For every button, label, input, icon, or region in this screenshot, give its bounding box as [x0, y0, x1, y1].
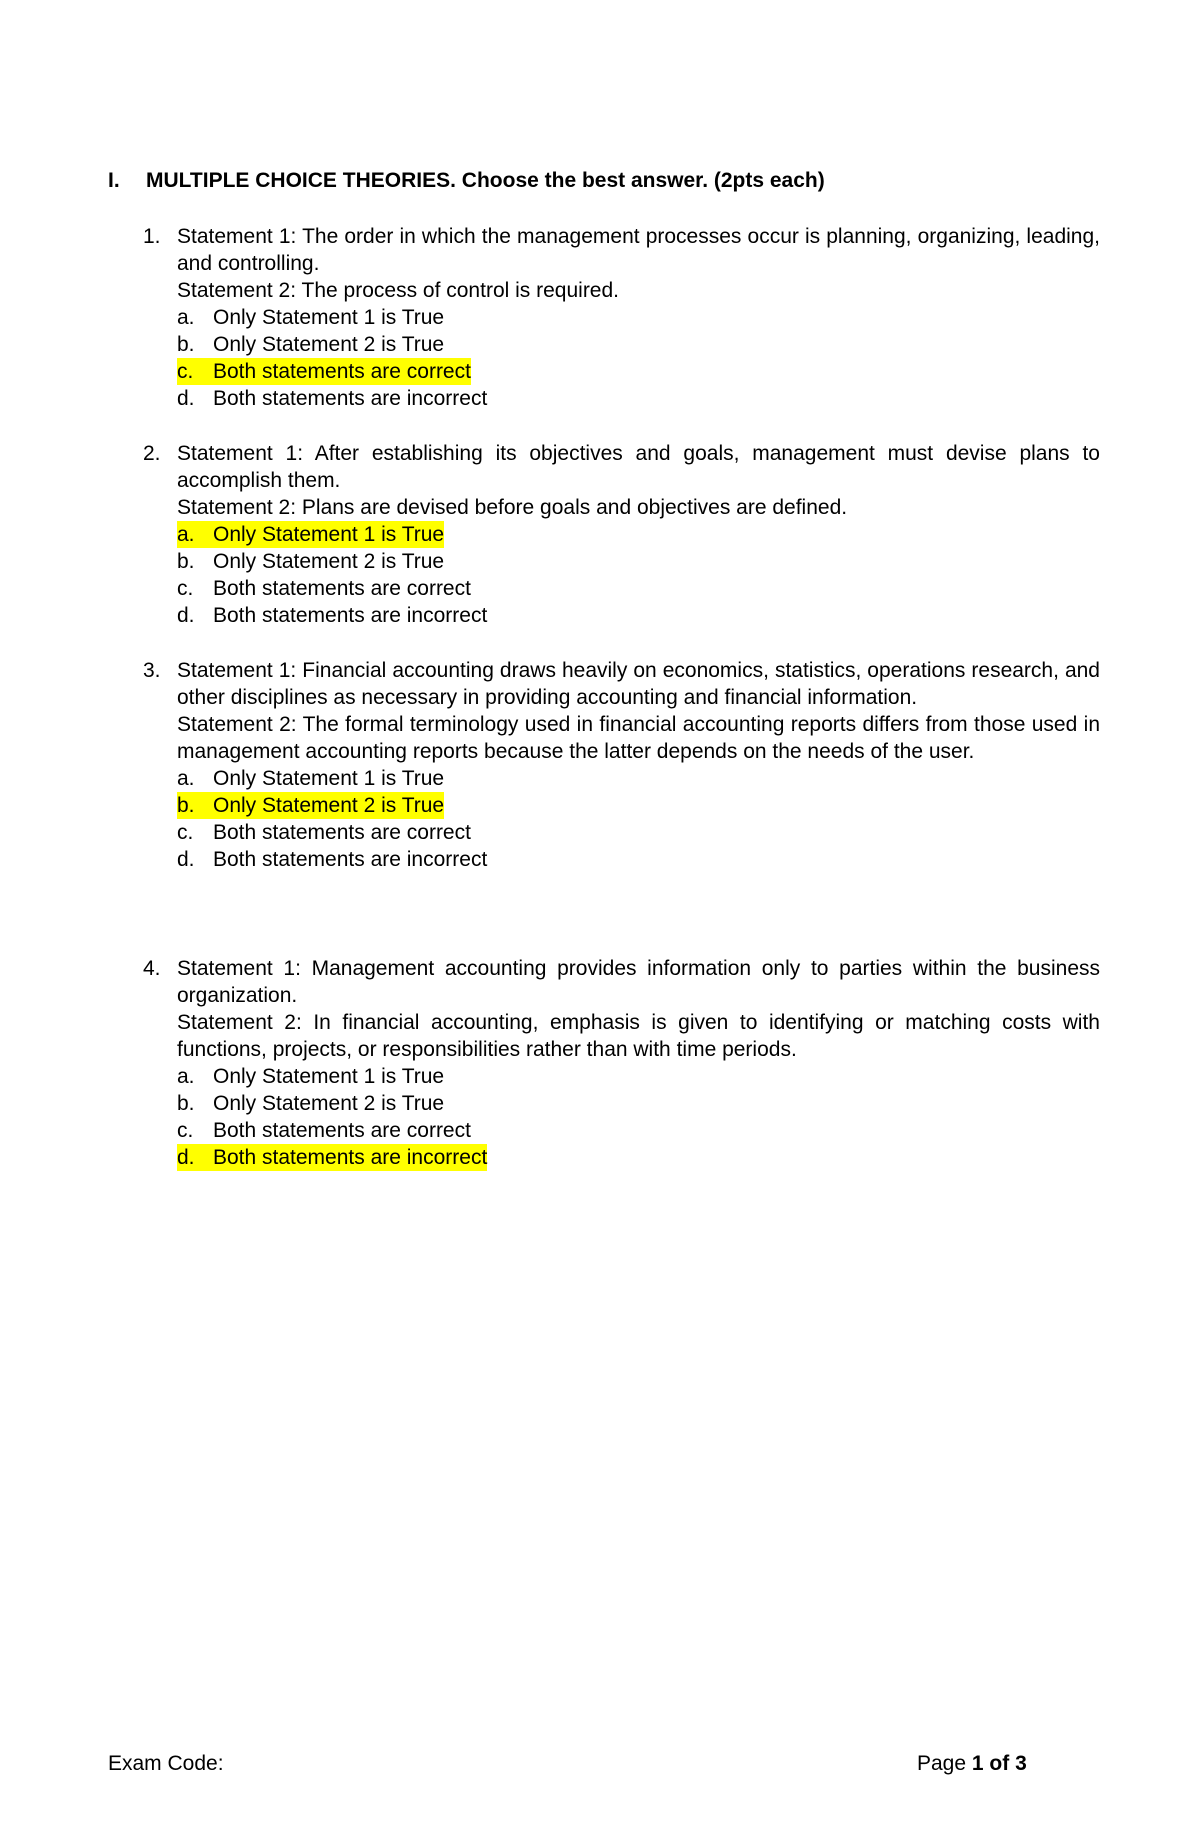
statement-1: Statement 1: After establishing its objectives and goals, management must devise plans to accomplish them. [177, 442, 1100, 492]
choice-b[interactable] [177, 792, 1100, 819]
choice-text: Both statements are correct [213, 1119, 471, 1142]
choice-letter: b. [177, 333, 195, 356]
question-number: 4. [143, 957, 161, 980]
choice-letter: d. [177, 1146, 195, 1169]
section-heading [108, 167, 825, 194]
choice-a[interactable] [177, 765, 1100, 792]
section-numeral: I. [108, 169, 120, 192]
choice-b[interactable] [177, 331, 1100, 358]
choice-letter: a. [177, 523, 195, 546]
choice-d[interactable] [177, 385, 1100, 412]
section-title: MULTIPLE CHOICE THEORIES. Choose the best answer. (2pts each) [146, 169, 825, 192]
choice-letter: c. [177, 577, 194, 600]
page-of: of [989, 1752, 1010, 1775]
question-4 [143, 955, 1100, 1171]
choice-letter: b. [177, 550, 195, 573]
question-3 [143, 657, 1100, 873]
choice-b[interactable] [177, 548, 1100, 575]
statement-2: Statement 2: In financial accounting, emphasis is given to identifying or matching costs with functions, projects, or responsibilities rather than with time periods. [177, 1011, 1100, 1061]
choice-text: Only Statement 1 is True [213, 306, 445, 329]
choice-letter: d. [177, 848, 195, 871]
choice-d[interactable] [177, 1144, 1100, 1171]
choice-letter: a. [177, 306, 195, 329]
choice-text: Both statements are incorrect [213, 387, 488, 410]
choice-text: Only Statement 1 is True [213, 523, 445, 546]
choice-list [177, 521, 1100, 629]
question-number: 1. [143, 225, 161, 248]
statement-2: Statement 2: Plans are devised before goals and objectives are defined. [177, 496, 848, 519]
exam-code-label: Exam Code: [108, 1752, 224, 1775]
choice-text: Both statements are correct [213, 821, 471, 844]
question-1 [143, 223, 1100, 412]
choice-text: Both statements are incorrect [213, 1146, 488, 1169]
choice-a[interactable] [177, 1063, 1100, 1090]
choice-text: Only Statement 2 is True [213, 550, 445, 573]
choice-letter: a. [177, 1065, 195, 1088]
choice-text: Both statements are correct [213, 360, 471, 383]
choice-b[interactable] [177, 1090, 1100, 1117]
choice-text: Only Statement 1 is True [213, 767, 445, 790]
choice-letter: b. [177, 1092, 195, 1115]
page-word: Page [917, 1752, 967, 1775]
choice-d[interactable] [177, 602, 1100, 629]
question-number: 3. [143, 659, 161, 682]
choice-c[interactable] [177, 575, 1100, 602]
choice-a[interactable] [177, 521, 1100, 548]
choice-c[interactable] [177, 1117, 1100, 1144]
choice-text: Only Statement 1 is True [213, 1065, 445, 1088]
page-number [917, 1750, 1027, 1777]
page-current: 1 [971, 1752, 984, 1775]
choice-d[interactable] [177, 846, 1100, 873]
choice-a[interactable] [177, 304, 1100, 331]
statement-2: Statement 2: The process of control is required. [177, 279, 620, 302]
choice-letter: a. [177, 767, 195, 790]
choice-letter: d. [177, 387, 195, 410]
question-number: 2. [143, 442, 161, 465]
statement-1: Statement 1: The order in which the management processes occur is planning, organizing, leading, and controlling. [177, 225, 1100, 275]
choice-c[interactable] [177, 819, 1100, 846]
choice-letter: b. [177, 794, 195, 817]
choice-letter: c. [177, 360, 194, 383]
question-2 [143, 440, 1100, 629]
choice-c[interactable] [177, 358, 1100, 385]
choice-text: Both statements are incorrect [213, 604, 488, 627]
choice-text: Only Statement 2 is True [213, 1092, 445, 1115]
statement-1: Statement 1: Financial accounting draws heavily on economics, statistics, operations research, and other disciplines as necessary in providing accounting and financial information. [177, 659, 1100, 709]
choice-letter: c. [177, 821, 194, 844]
choice-text: Only Statement 2 is True [213, 794, 445, 817]
choice-text: Both statements are correct [213, 577, 471, 600]
statement-2: Statement 2: The formal terminology used in financial accounting reports differs from those used in management accounting reports because the latter depends on the needs of the user. [177, 713, 1100, 763]
choice-list [177, 304, 1100, 412]
choice-text: Both statements are incorrect [213, 848, 488, 871]
statement-1: Statement 1: Management accounting provides information only to parties within the business organization. [177, 957, 1100, 1007]
choice-list [177, 765, 1100, 873]
choice-text: Only Statement 2 is True [213, 333, 445, 356]
choice-letter: d. [177, 604, 195, 627]
choice-list [177, 1063, 1100, 1171]
choice-letter: c. [177, 1119, 194, 1142]
page-total: 3 [1015, 1752, 1027, 1775]
